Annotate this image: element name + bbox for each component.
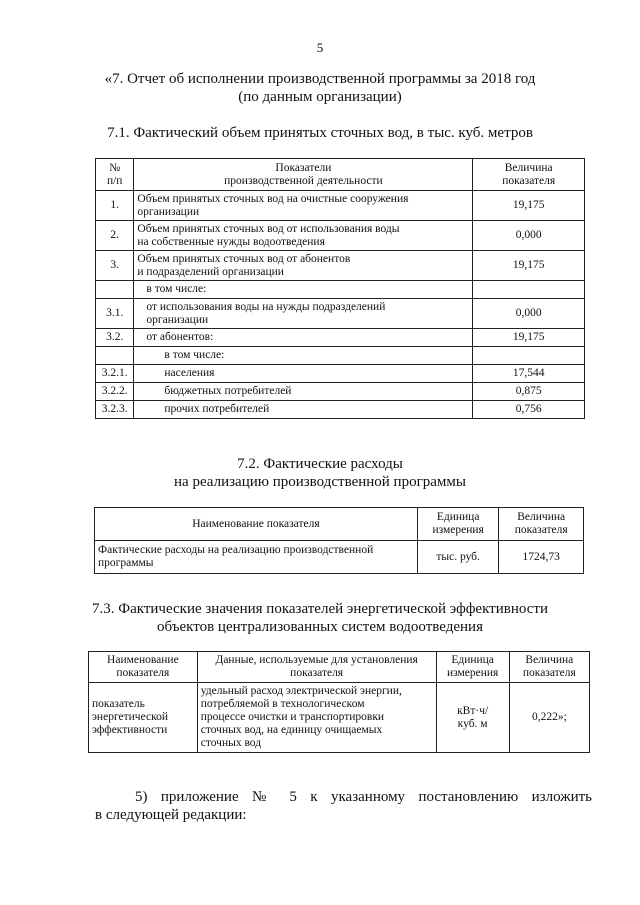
row-indicator: прочих потребителей [134, 401, 473, 419]
table-row [89, 683, 590, 753]
row-indicator-line1: Объем принятых сточных вод от абонентов [137, 252, 351, 265]
row-name-line3: эффективности [92, 724, 168, 736]
row-value: 19,175 [473, 329, 585, 347]
table-row [96, 251, 585, 281]
header-value-line2: показателя [522, 667, 576, 679]
header-data-line2: показателя [290, 667, 344, 679]
header-value-line1: Величина [504, 161, 553, 174]
row-name [89, 683, 198, 753]
header-name: Наименование показателя [95, 508, 418, 541]
section-7-3-title-line2: объектов централизованных систем водоотведения [156, 619, 483, 635]
row-value: 17,544 [473, 365, 585, 383]
section-7-2-title-line2: на реализацию производственной программы [174, 474, 466, 490]
row-num: 3.2.2. [96, 383, 134, 401]
row-num: 3.2.1. [96, 365, 134, 383]
table-header-row [89, 652, 590, 683]
table-row [95, 541, 584, 574]
row-data-line3: процессе очистки и транспортировки [200, 711, 385, 723]
table-row [96, 221, 585, 251]
row-value [473, 281, 585, 299]
header-value-line2: показателя [514, 524, 568, 536]
header-num [96, 159, 134, 191]
section-7-3-title-line1: 7.3. Фактические значения показателей энергетической эффективности [92, 601, 548, 617]
header-value [509, 652, 589, 683]
header-unit-line1: Единица [436, 511, 480, 523]
row-num: 3.1. [96, 299, 134, 329]
row-indicator-line2: организации [137, 205, 200, 218]
row-num: 3. [96, 251, 134, 281]
section-7-title-line2: (по данным организации) [238, 89, 402, 105]
row-name-line2: энергетической [92, 711, 168, 723]
row-data-line1: удельный расход электрической энергии, [200, 685, 402, 697]
section-7-1-title: 7.1. Фактический объем принятых сточных вод, в тыс. куб. метров [107, 125, 533, 141]
header-unit [417, 508, 499, 541]
row-indicator-line1: Объем принятых сточных вод на очистные сооружения [137, 192, 409, 205]
header-unit [436, 652, 509, 683]
row-num [96, 281, 134, 299]
row-indicator: в том числе: [134, 347, 473, 365]
section-7-2-title [0, 455, 640, 491]
header-indicator [134, 159, 473, 191]
row-indicator [134, 221, 473, 251]
table-row [96, 347, 585, 365]
row-value: 0,000 [473, 221, 585, 251]
section-7-title [0, 70, 640, 106]
header-unit-line1: Единица [451, 654, 494, 666]
row-indicator [134, 251, 473, 281]
row-num [96, 347, 134, 365]
row-data [197, 683, 436, 753]
paragraph-5-line2: в следующей редакции: [95, 807, 247, 823]
section-7-3-title [0, 600, 640, 636]
header-unit-line2: измерения [432, 524, 484, 536]
row-num: 3.2. [96, 329, 134, 347]
row-unit-line2: куб. м [457, 717, 488, 730]
energy-efficiency-table [88, 651, 590, 753]
paragraph-5-line1: 5) приложение № 5 к указанному постановлению изложить [135, 789, 592, 805]
header-value [473, 159, 585, 191]
row-value: 1724,73 [499, 541, 584, 574]
row-unit-line1: кВт·ч/ [457, 704, 489, 717]
row-indicator: от абонентов: [134, 329, 473, 347]
row-indicator: населения [134, 365, 473, 383]
header-value-line1: Величина [525, 654, 574, 666]
header-name-line2: показателя [116, 667, 170, 679]
header-unit-line2: измерения [446, 667, 499, 679]
row-unit [436, 683, 509, 753]
header-name-line1: Наименование [107, 654, 179, 666]
row-indicator [134, 191, 473, 221]
row-indicator: в том числе: [134, 281, 473, 299]
table-row [96, 299, 585, 329]
row-value: 0,756 [473, 401, 585, 419]
table-row [96, 329, 585, 347]
row-indicator-line2: и подразделений организации [137, 265, 284, 278]
row-indicator [134, 299, 473, 329]
row-name-line2: программы [98, 557, 154, 569]
header-num-line1: № [109, 161, 121, 174]
table-row [96, 191, 585, 221]
header-value [499, 508, 584, 541]
row-value: 19,175 [473, 191, 585, 221]
row-unit: тыс. руб. [417, 541, 499, 574]
table-row [96, 401, 585, 419]
row-name-line1: Фактические расходы на реализацию производственной [98, 544, 374, 556]
row-value [473, 347, 585, 365]
row-num: 1. [96, 191, 134, 221]
table-row [96, 383, 585, 401]
header-data [197, 652, 436, 683]
table-row [96, 281, 585, 299]
row-name-line1: показатель [92, 698, 145, 710]
header-num-line2: п/п [106, 174, 123, 187]
table-header-row [96, 159, 585, 191]
header-value-line2: показателя [502, 174, 556, 187]
row-indicator: бюджетных потребителей [134, 383, 473, 401]
section-7-2-title-line1: 7.2. Фактические расходы [237, 456, 403, 472]
header-data-line1: Данные, используемые для установления [215, 654, 418, 666]
row-indicator-line1: Объем принятых сточных вод от использования воды [137, 222, 400, 235]
row-data-line5: сточных вод [200, 737, 262, 749]
page-number: 5 [316, 40, 324, 55]
table-row [96, 365, 585, 383]
row-name [95, 541, 418, 574]
row-data-line2: потребляемой в технологическом [200, 698, 365, 710]
row-value: 0,000 [473, 299, 585, 329]
row-indicator-line1: от использования воды на нужды подразделений [146, 300, 386, 313]
row-indicator-line2: организации [146, 313, 209, 326]
header-indicator-line1: Показатели [275, 161, 332, 174]
header-indicator-line2: производственной деятельности [224, 174, 383, 187]
wastewater-volume-table [95, 158, 585, 419]
row-num: 3.2.3. [96, 401, 134, 419]
header-value-line1: Величина [517, 511, 566, 523]
row-value: 0,875 [473, 383, 585, 401]
row-data-line4: сточных вод, на единицу очищаемых [200, 724, 383, 736]
row-value: 0,222»; [509, 683, 589, 753]
header-name [89, 652, 198, 683]
table-header-row [95, 508, 584, 541]
row-value: 19,175 [473, 251, 585, 281]
section-7-title-line1: «7. Отчет об исполнении производственной программы за 2018 год [104, 71, 536, 87]
row-num: 2. [96, 221, 134, 251]
expenses-table [94, 507, 584, 574]
row-indicator-line2: на собственные нужды водоотведения [137, 235, 325, 248]
